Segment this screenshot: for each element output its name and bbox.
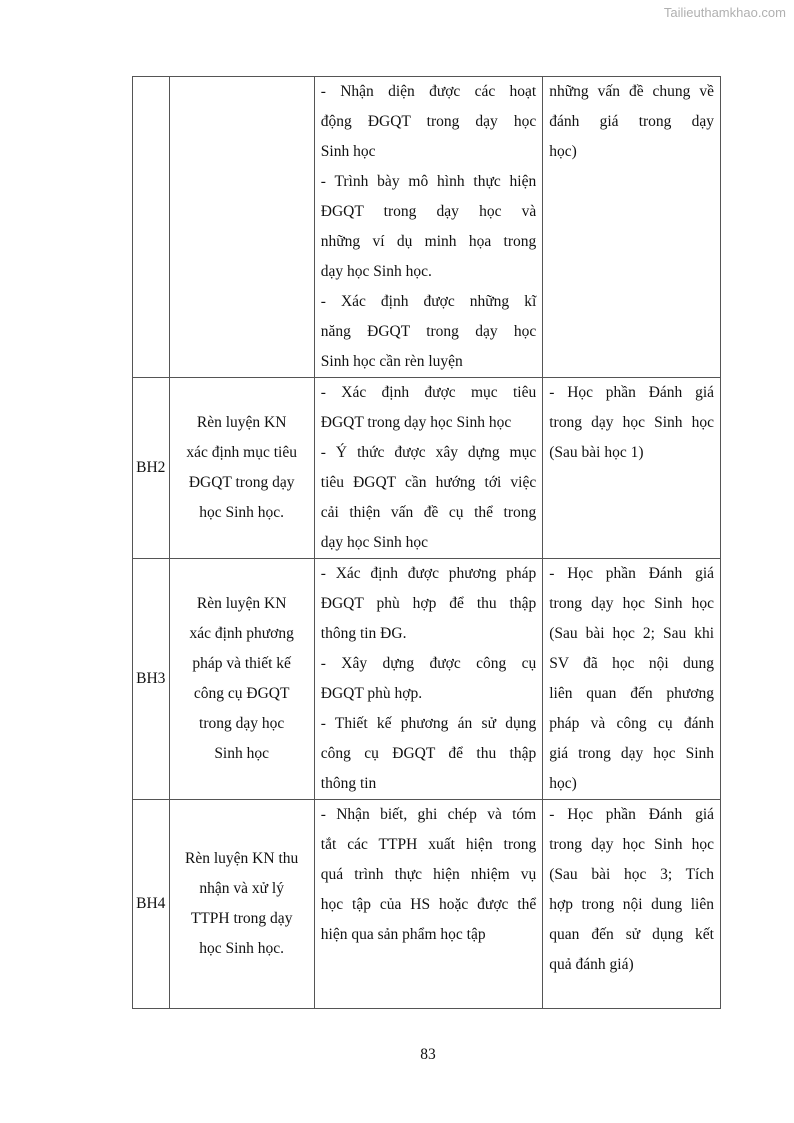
skill-line: TTPH trong dạy	[190, 910, 293, 927]
objectives-line: hiện qua sản phẩm học tập	[320, 926, 486, 943]
timing-line: những vấn đề chung về	[549, 83, 714, 100]
timing-line: - Học phần Đánh giá	[549, 565, 714, 582]
objectives-line: động ĐGQT trong dạy học	[320, 113, 537, 130]
skill-line: học Sinh học.	[199, 504, 285, 521]
skill-cell	[169, 800, 314, 1009]
objectives-line: - Xác định được phương pháp	[320, 565, 537, 582]
skill-line: ĐGQT trong dạy	[188, 474, 295, 491]
objectives-line: - Xây dựng được công cụ	[320, 655, 537, 672]
timing-line: trong dạy học Sinh học	[549, 414, 714, 431]
objectives-line: năng ĐGQT trong dạy học	[320, 323, 537, 340]
objectives-line: ĐGQT trong dạy học và	[320, 203, 537, 220]
objectives-line: cải thiện vấn đề cụ thể trong	[320, 504, 537, 521]
objectives-line: ĐGQT trong dạy học Sinh học	[320, 414, 512, 431]
skill-line: học Sinh học.	[199, 940, 285, 957]
objectives-line: - Nhận biết, ghi chép và tóm	[320, 806, 537, 823]
timing-cell	[543, 378, 721, 559]
objectives-line: dạy học Sinh học	[320, 534, 428, 551]
objectives-line: tiêu ĐGQT cần hướng tới việc	[320, 474, 537, 491]
objectives-line: những ví dụ minh họa trong	[320, 233, 537, 250]
timing-line: pháp và công cụ đánh	[549, 715, 714, 732]
lesson-code-cell	[133, 378, 170, 559]
objectives-cell	[314, 800, 542, 1009]
table-row	[133, 559, 721, 800]
skill-line: nhận và xử lý	[199, 880, 284, 897]
objectives-cell	[314, 77, 542, 378]
skill-line: Rèn luyện KN	[196, 414, 287, 431]
timing-line: đánh giá trong dạy	[549, 113, 714, 130]
timing-line: (Sau bài học 2; Sau khi	[549, 625, 714, 642]
skill-line: Rèn luyện KN	[196, 595, 287, 612]
skill-line: pháp và thiết kế	[192, 655, 291, 672]
lesson-code-cell	[133, 559, 170, 800]
table-row	[133, 800, 721, 1009]
objectives-line: ĐGQT phù hợp để thu thập	[320, 595, 537, 612]
objectives-line: - Ý thức được xây dựng mục	[320, 444, 537, 461]
objectives-cell	[314, 559, 542, 800]
lesson-code: BH4	[136, 895, 166, 912]
skill-cell	[169, 559, 314, 800]
skill-line: Sinh học	[214, 745, 269, 762]
objectives-line: quá trình thực hiện nhiệm vụ	[320, 866, 537, 883]
timing-cell	[543, 77, 721, 378]
timing-line: trong dạy học Sinh học	[549, 595, 714, 612]
objectives-line: công cụ ĐGQT để thu thập	[320, 745, 537, 762]
timing-line: quan đến sử dụng kết	[549, 926, 714, 943]
timing-cell	[543, 559, 721, 800]
lesson-code: BH3	[136, 670, 166, 687]
lesson-code-cell	[133, 77, 170, 378]
page-number: 83	[420, 1046, 436, 1063]
lesson-code: BH2	[136, 459, 166, 476]
timing-line: - Học phần Đánh giá	[549, 806, 714, 823]
timing-line: SV đã học nội dung	[549, 655, 714, 672]
objectives-line: - Xác định được mục tiêu	[320, 384, 537, 401]
objectives-cell	[314, 378, 542, 559]
timing-line: quả đánh giá)	[549, 956, 634, 973]
table-row	[133, 77, 721, 378]
objectives-line: thông tin	[320, 775, 377, 792]
objectives-line: Sinh học	[320, 143, 376, 160]
skill-cell	[169, 378, 314, 559]
timing-line: - Học phần Đánh giá	[549, 384, 714, 401]
skill-line: trong dạy học	[199, 715, 285, 732]
objectives-line: - Nhận diện được các hoạt	[320, 83, 537, 100]
timing-line: học)	[549, 143, 577, 160]
timing-cell	[543, 800, 721, 1009]
objectives-line: ĐGQT phù hợp.	[320, 685, 423, 702]
timing-line: (Sau bài học 3; Tích	[549, 866, 714, 883]
skill-line: Rèn luyện KN thu	[185, 850, 299, 867]
timing-line: liên quan đến phương	[549, 685, 714, 702]
objectives-line: tắt các TTPH xuất hiện trong	[320, 836, 537, 853]
skill-line: xác định mục tiêu	[186, 444, 297, 461]
timing-line: (Sau bài học 1)	[549, 444, 644, 461]
objectives-line: - Xác định được những kĩ	[320, 293, 537, 310]
timing-line: giá trong dạy học Sinh	[549, 745, 714, 762]
skill-line: công cụ ĐGQT	[193, 685, 290, 702]
objectives-line: học tập của HS hoặc được thể	[320, 896, 537, 913]
table-row	[133, 378, 721, 559]
lesson-code-cell	[133, 800, 170, 1009]
timing-line: học)	[549, 775, 577, 792]
timing-line: hợp trong nội dung liên	[549, 896, 714, 913]
watermark: Tailieuthamkhao.com	[663, 5, 786, 20]
skills-table	[132, 76, 721, 1009]
objectives-line: - Thiết kế phương án sử dụng	[320, 715, 537, 732]
objectives-line: - Trình bày mô hình thực hiện	[320, 173, 537, 190]
skill-cell	[169, 77, 314, 378]
objectives-line: Sinh học cần rèn luyện	[320, 353, 463, 370]
timing-line: trong dạy học Sinh học	[549, 836, 714, 853]
objectives-line: dạy học Sinh học.	[320, 263, 432, 280]
skill-line: xác định phương	[189, 625, 294, 642]
objectives-line: thông tin ĐG.	[320, 625, 407, 642]
